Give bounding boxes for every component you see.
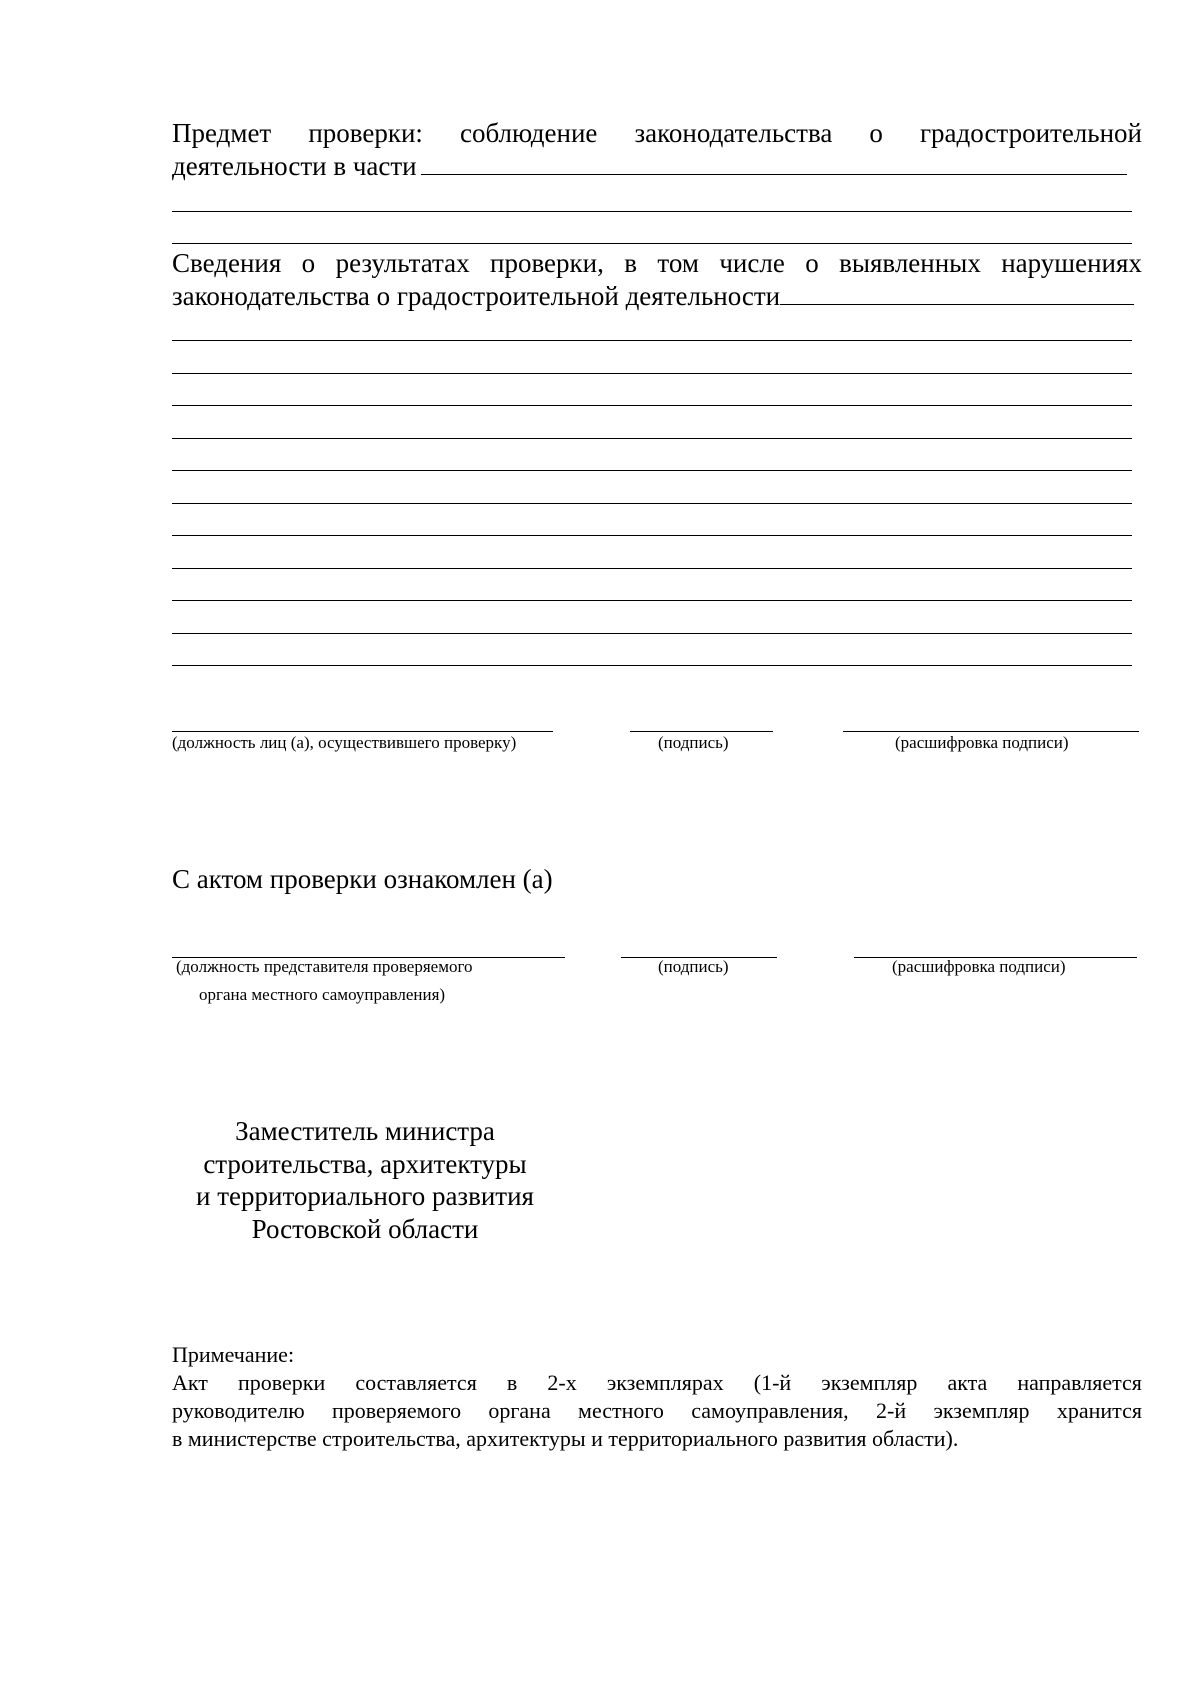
note-line-2 <box>172 1397 1142 1425</box>
note-block <box>172 1341 1142 1453</box>
inspector-position-line[interactable] <box>172 731 553 732</box>
note-word: 2-х <box>547 1370 577 1395</box>
results-line-2 <box>172 280 1134 313</box>
note-word: самоуправления, <box>691 1398 849 1423</box>
note-word: проверяемого <box>331 1398 462 1423</box>
acknowledgement-text: С актом проверки ознакомлен (а) <box>172 864 553 894</box>
results-blank-line-7[interactable] <box>172 535 1132 536</box>
results-blank-line-1[interactable] <box>172 340 1132 341</box>
note-word: составляется <box>355 1370 477 1395</box>
inspector-position-caption: (должность лиц (а), осуществившего проверку) <box>172 733 517 752</box>
subject-word: проверки: <box>308 118 423 148</box>
note-word: экземплярах <box>606 1370 724 1395</box>
results-blank-line-5[interactable] <box>172 470 1132 471</box>
note-word: органа <box>488 1398 551 1423</box>
results-word: том <box>657 248 699 278</box>
representative-decoding-caption: (расшифровка подписи) <box>892 957 1066 976</box>
subject-line-2 <box>172 150 1127 183</box>
subject-fill-field[interactable] <box>421 152 1127 175</box>
note-line-1 <box>172 1369 1142 1397</box>
results-blank-line-2[interactable] <box>172 373 1132 374</box>
note-word: экземпляр <box>821 1370 918 1395</box>
results-word: в <box>624 248 637 278</box>
note-word: экземпляр <box>933 1398 1030 1423</box>
subject-word: соблюдение <box>459 118 598 148</box>
official-title-line: строительства, архитектуры <box>203 1148 527 1179</box>
subject-blank-line-1[interactable] <box>172 211 1132 212</box>
results-word: выявленных <box>839 248 981 278</box>
results-word: числе <box>719 248 785 278</box>
results-blank-line-9[interactable] <box>172 600 1132 601</box>
results-paragraph <box>172 247 1142 313</box>
note-word: в <box>506 1370 518 1395</box>
subject-paragraph <box>172 117 1142 183</box>
subject-word: законодательства <box>634 118 833 148</box>
results-word: результатах <box>335 248 470 278</box>
note-heading: Примечание: <box>172 1342 295 1367</box>
results-word: Сведения <box>172 248 282 278</box>
note-word: направляется <box>1017 1370 1142 1395</box>
results-blank-line-8[interactable] <box>172 568 1132 569</box>
results-blank-line-11[interactable] <box>172 665 1132 666</box>
official-title-block <box>172 1115 558 1245</box>
subject-blank-line-2[interactable] <box>172 243 1132 244</box>
inspector-signature-caption: (подпись) <box>658 733 729 752</box>
subject-word: о <box>869 118 883 148</box>
note-line-3: в министерстве строительства, архитектуры и территориального развития области). <box>172 1426 959 1451</box>
inspector-decoding-caption: (расшифровка подписи) <box>895 733 1069 752</box>
representative-signature-caption: (подпись) <box>658 957 729 976</box>
note-word: руководителю <box>172 1398 305 1423</box>
results-word: нарушениях <box>1001 248 1142 278</box>
representative-position-caption-line-2: органа местного самоуправления) <box>199 985 446 1004</box>
subject-line-1 <box>172 117 1142 150</box>
inspector-signature-line[interactable] <box>630 731 773 732</box>
inspector-decoding-line[interactable] <box>843 731 1139 732</box>
results-word: о <box>805 248 819 278</box>
results-line-2-text: законодательства о градостроительной деятельности <box>172 281 781 311</box>
note-word: проверки <box>238 1370 326 1395</box>
representative-position-caption-line-1: (должность представителя проверяемого <box>176 957 473 976</box>
results-word: о <box>301 248 316 278</box>
subject-word: градостроительной <box>919 118 1142 148</box>
note-word: (1-й <box>753 1370 792 1395</box>
note-word: местного <box>578 1398 664 1423</box>
results-blank-line-6[interactable] <box>172 503 1132 504</box>
results-line-1 <box>172 247 1142 280</box>
subject-line-2-text: деятельности в части <box>172 151 417 181</box>
results-blank-line-10[interactable] <box>172 633 1132 634</box>
results-blank-line-3[interactable] <box>172 405 1132 406</box>
subject-word: Предмет <box>172 118 272 148</box>
official-title-line: Ростовской области <box>251 1213 479 1244</box>
note-word: хранится <box>1056 1398 1142 1423</box>
results-word: проверки, <box>490 248 604 278</box>
note-word: 2-й <box>876 1398 907 1423</box>
results-blank-line-4[interactable] <box>172 438 1132 439</box>
official-title-line: Заместитель министра <box>235 1116 495 1146</box>
note-word: акта <box>947 1370 988 1395</box>
results-fill-field[interactable] <box>780 282 1134 305</box>
note-word: Акт <box>172 1370 208 1395</box>
official-title-line: и территориального развития <box>196 1181 534 1211</box>
